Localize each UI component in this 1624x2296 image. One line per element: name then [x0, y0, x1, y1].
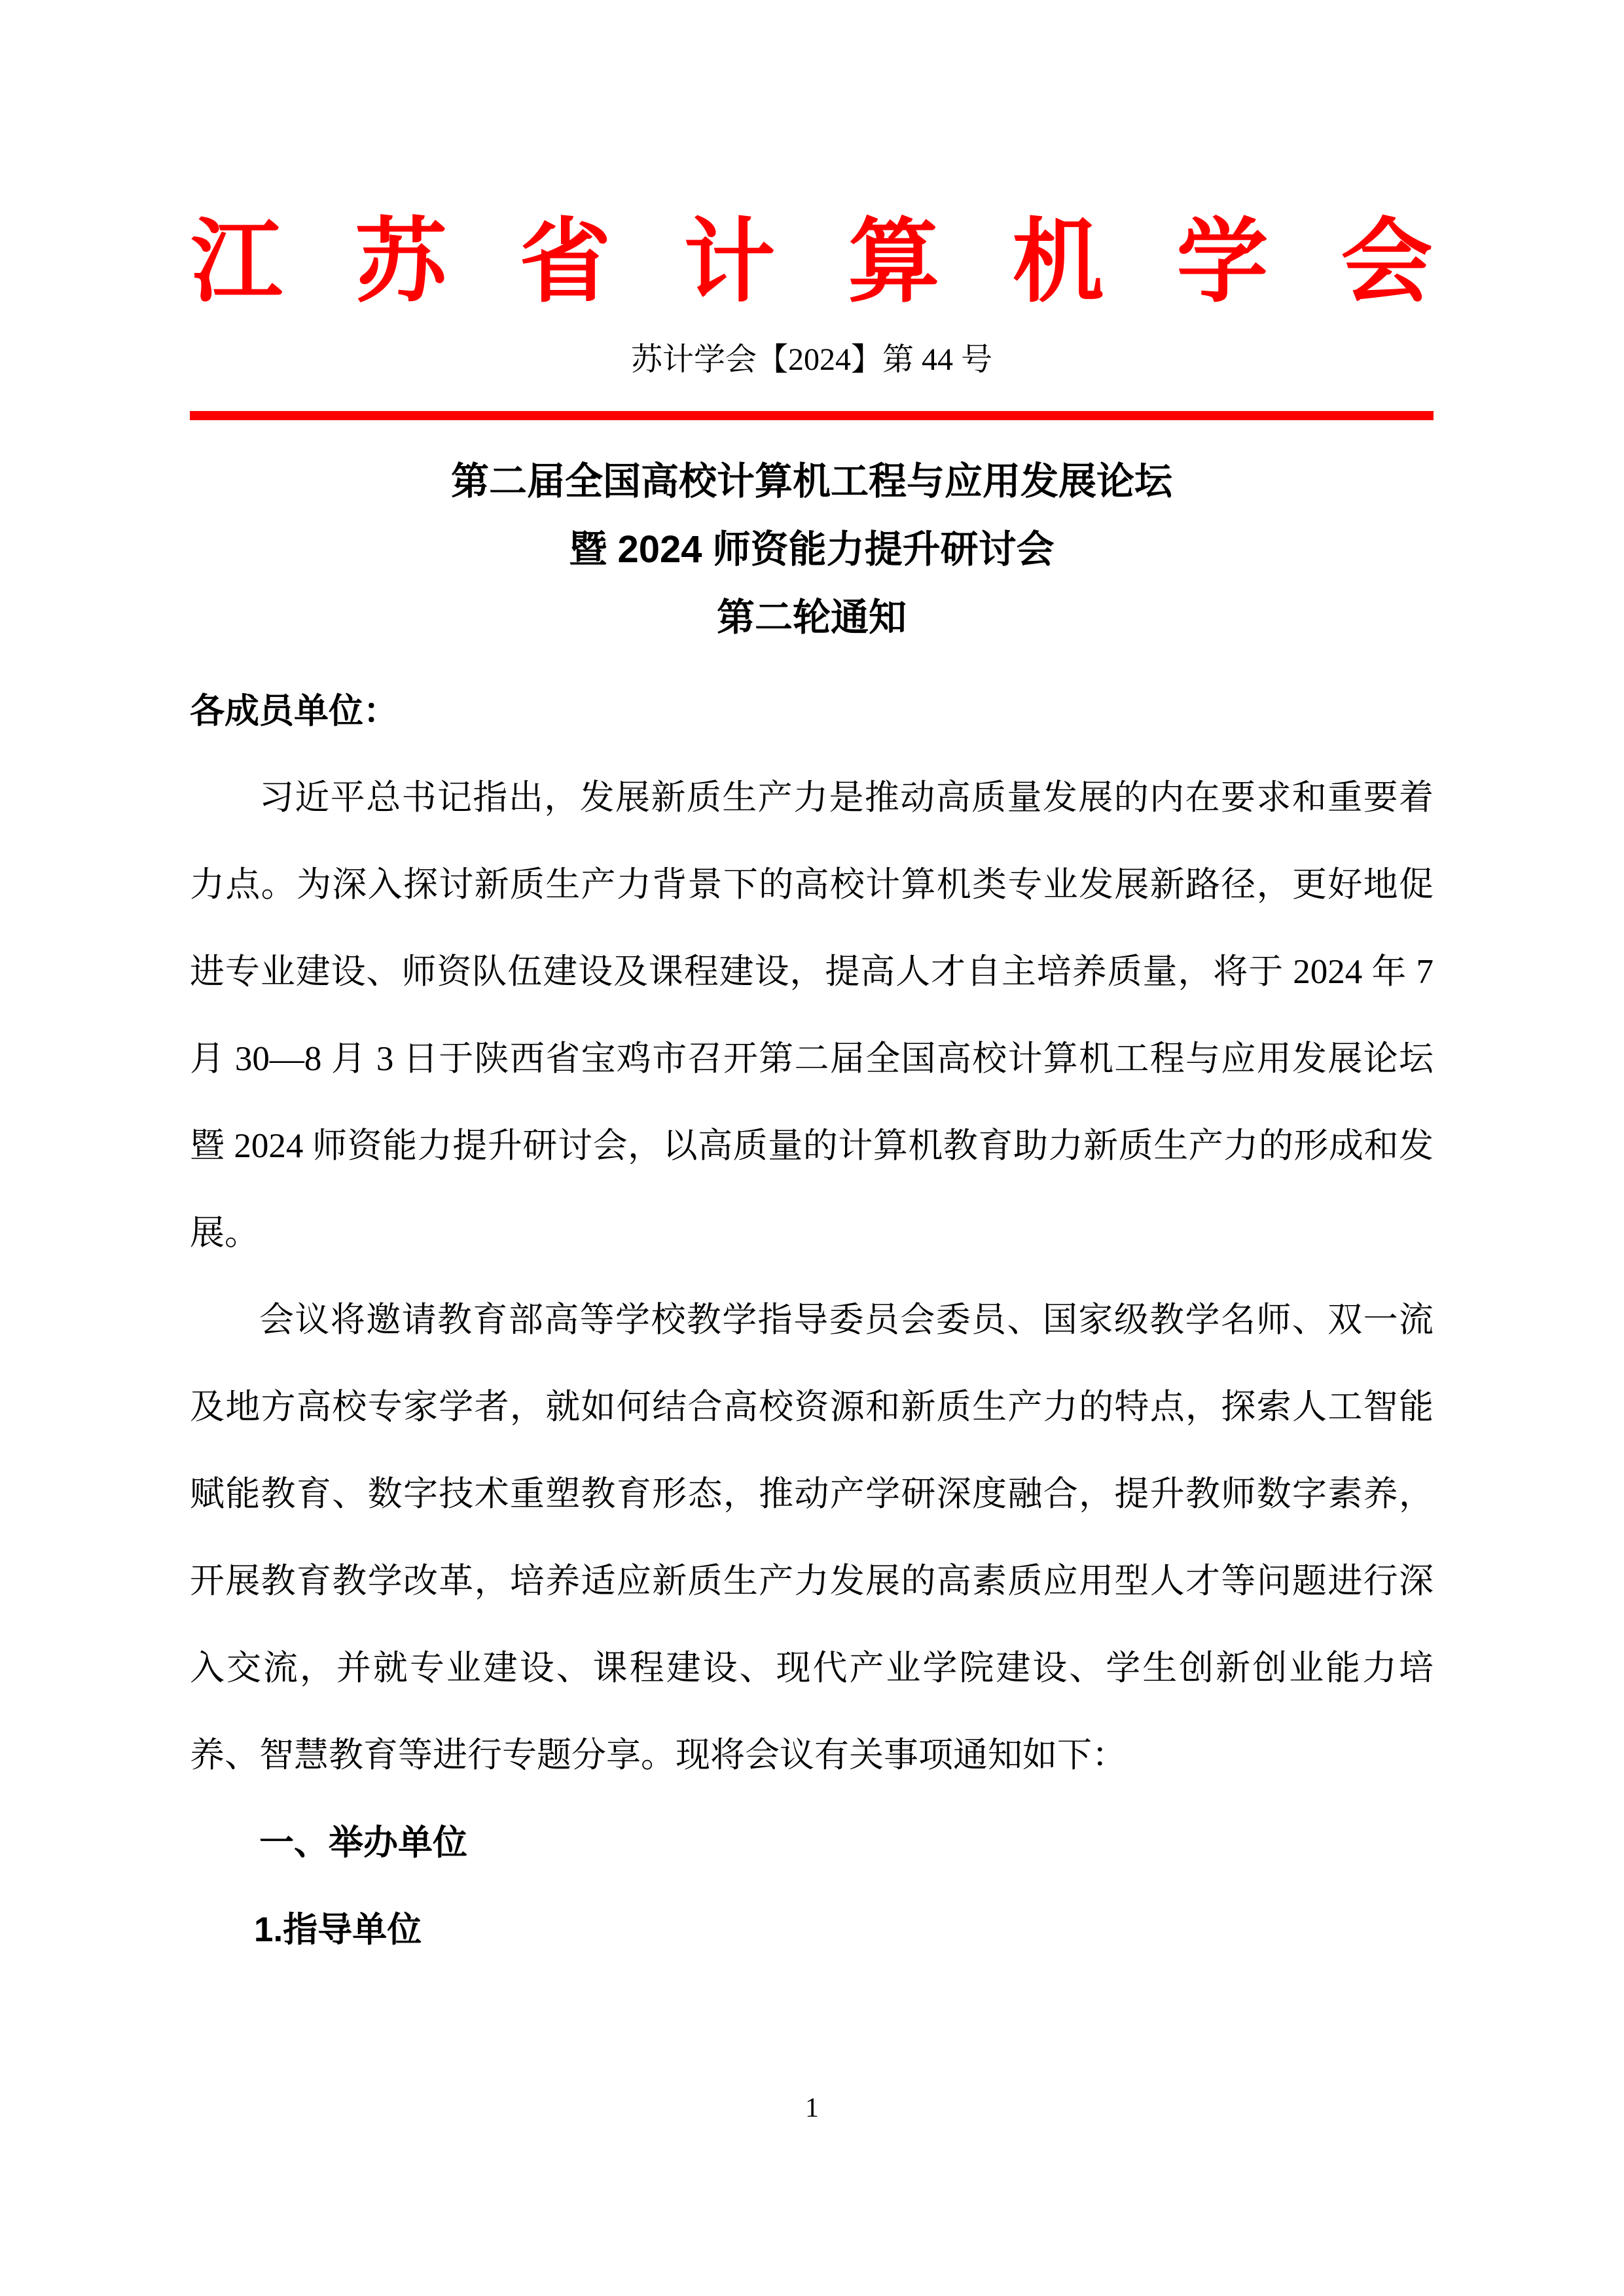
document-title — [190, 448, 1434, 652]
salutation: 各成员单位： — [190, 692, 398, 730]
section-heading-1: 一、举办单位 — [259, 1823, 467, 1862]
body-paragraph-2: 会议将邀请教育部高等学校教学指导委员会委员、国家级教学名师、双一流及地方高校专家学者，就如何结合高校资源和新质生产力的特点，探索人工智能赋能教育、数字技术重塑教育形态，推动产学研深度融合，提升教师数字素养，开展教育教学改革，培养适应新质生产力发展的高素质应用型人才等问题进行深入交流，并就专业建设、课程建设、现代产业学院建设、学生创新创业能力培养、智慧教育等进行专题分享。现将会议有关事项通知如下： — [190, 1301, 1434, 1774]
letterhead-org-name — [190, 212, 1506, 314]
section-1-subheading-1: 1.指导单位 — [254, 1910, 422, 1949]
document-title-line-1: 第二届全国高校计算机工程与应用发展论坛 — [450, 460, 1172, 503]
document-title-line-3: 第二轮通知 — [716, 596, 907, 639]
letterhead-red-rule — [190, 411, 1434, 420]
page-number: 1 — [805, 2093, 819, 2123]
document-body — [190, 668, 1434, 1973]
document-title-line-2: 暨 2024 师资能力提升研讨会 — [569, 528, 1055, 571]
letterhead-org-name-text: 江苏省计算机学会 — [190, 212, 1506, 314]
body-paragraph-1: 习近平总书记指出，发展新质生产力是推动高质量发展的内在要求和重要着力点。为深入探讨新质生产力背景下的高校计算机类专业发展新路径，更好地促进专业建设、师资队伍建设及课程建设，提高人才自主培养质量，将于 2024 年 7 月 30—8 月 3 日于陕西省宝鸡市召开第二届全国高校计算机工程与应用发展论坛暨 2024 师资能力提升研讨会，以高质量的计算机教育助力新质生产力的形成和发展。 — [190, 779, 1434, 1252]
doc-reference-number: 苏计学会【2024】第 44 号 — [630, 342, 992, 377]
